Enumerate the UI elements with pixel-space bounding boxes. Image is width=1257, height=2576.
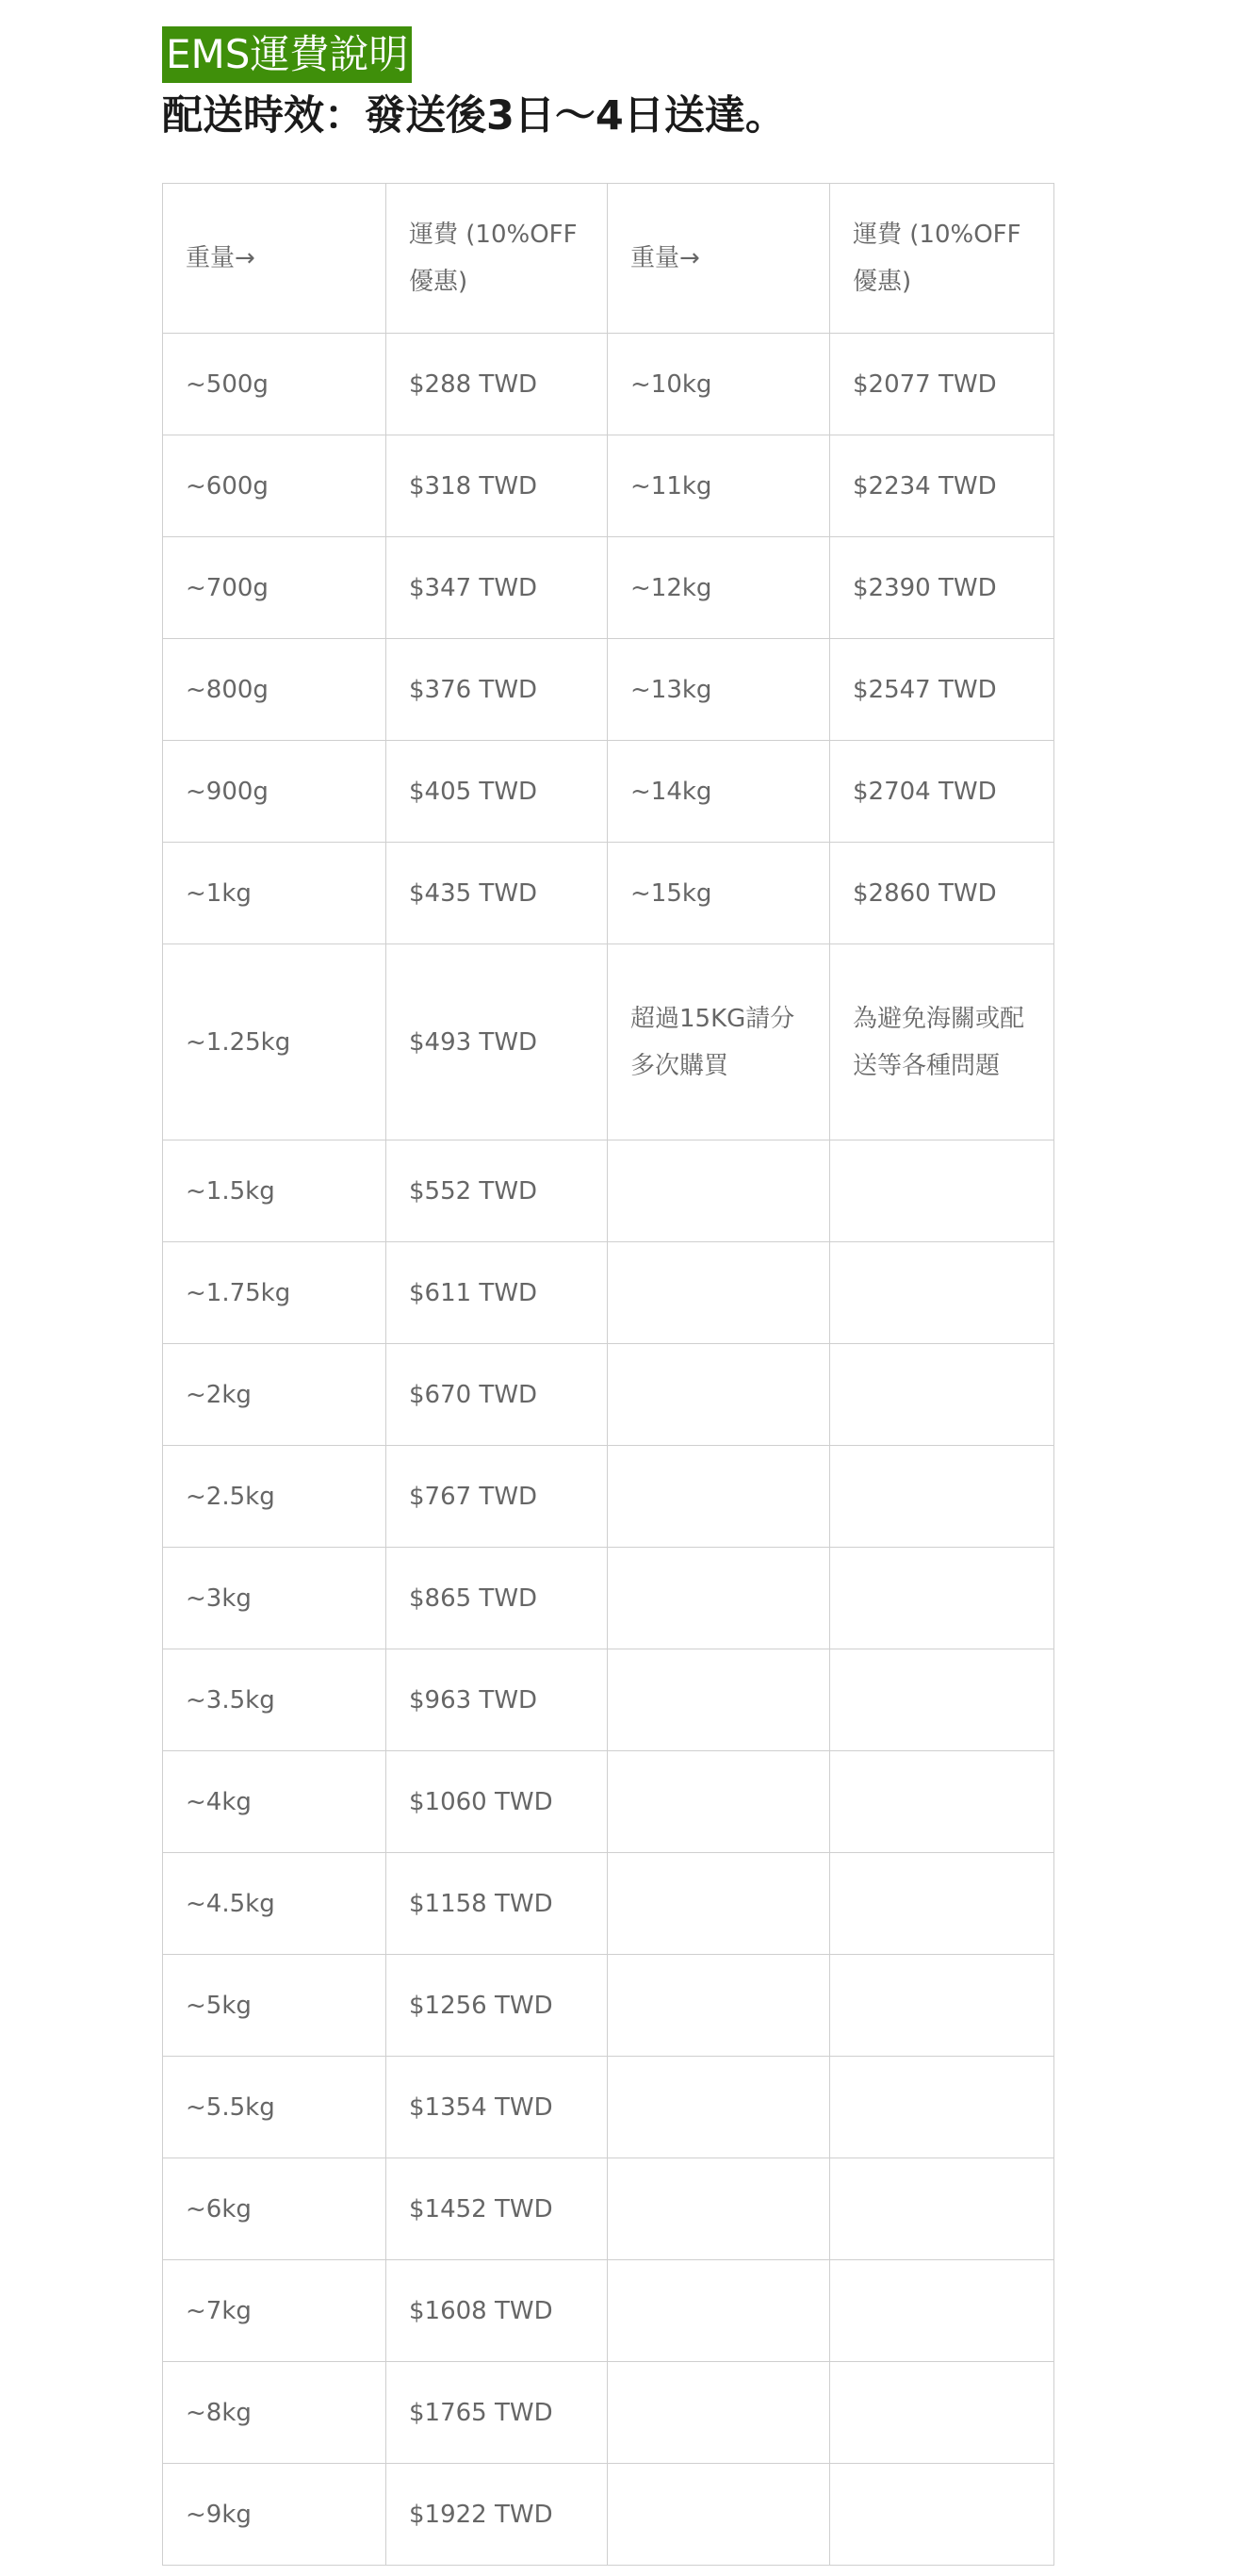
fee-cell: $865 TWD bbox=[386, 1548, 608, 1649]
fee-cell: $435 TWD bbox=[386, 843, 608, 944]
fee-cell: $1060 TWD bbox=[386, 1751, 608, 1853]
header-fee-left: 運費 (10%OFF優惠) bbox=[386, 184, 608, 334]
table-row bbox=[163, 435, 1054, 537]
weight-cell-right: ~12kg bbox=[608, 537, 830, 639]
weight-cell: ~600g bbox=[163, 435, 386, 537]
table-row bbox=[163, 1548, 1054, 1649]
weight-cell: ~800g bbox=[163, 639, 386, 741]
weight-cell-right: ~10kg bbox=[608, 334, 830, 435]
weight-cell: ~1.75kg bbox=[163, 1242, 386, 1344]
fee-cell: $405 TWD bbox=[386, 741, 608, 843]
fee-cell-right bbox=[830, 1140, 1054, 1242]
fee-cell-right bbox=[830, 1853, 1054, 1955]
fee-cell: $767 TWD bbox=[386, 1446, 608, 1548]
weight-cell-right bbox=[608, 1955, 830, 2057]
weight-cell-right: ~11kg bbox=[608, 435, 830, 537]
fee-cell-right bbox=[830, 1955, 1054, 2057]
weight-cell-right bbox=[608, 1751, 830, 1853]
table-row bbox=[163, 1344, 1054, 1446]
fee-cell-right: $2390 TWD bbox=[830, 537, 1054, 639]
fee-cell-right bbox=[830, 1751, 1054, 1853]
weight-cell-right bbox=[608, 1344, 830, 1446]
fee-cell-right: 為避免海關或配送等各種問題 bbox=[830, 944, 1054, 1140]
table-row bbox=[163, 1140, 1054, 1242]
weight-cell-right bbox=[608, 1140, 830, 1242]
fee-cell: $376 TWD bbox=[386, 639, 608, 741]
fee-cell: $493 TWD bbox=[386, 944, 608, 1140]
fee-cell-right bbox=[830, 1548, 1054, 1649]
fee-cell-right bbox=[830, 1344, 1054, 1446]
fee-cell-right: $2077 TWD bbox=[830, 334, 1054, 435]
table-row bbox=[163, 1649, 1054, 1751]
weight-cell-right bbox=[608, 2260, 830, 2362]
weight-cell-right: ~14kg bbox=[608, 741, 830, 843]
weight-cell: ~7kg bbox=[163, 2260, 386, 2362]
weight-cell: ~2.5kg bbox=[163, 1446, 386, 1548]
weight-cell: ~2kg bbox=[163, 1344, 386, 1446]
table-row bbox=[163, 1242, 1054, 1344]
table-row bbox=[163, 944, 1054, 1140]
weight-cell: ~6kg bbox=[163, 2158, 386, 2260]
fee-cell: $1608 TWD bbox=[386, 2260, 608, 2362]
header-fee-right: 運費 (10%OFF優惠) bbox=[830, 184, 1054, 334]
weight-cell: ~900g bbox=[163, 741, 386, 843]
fee-cell-right bbox=[830, 1242, 1054, 1344]
fee-cell-right bbox=[830, 2260, 1054, 2362]
table-row bbox=[163, 537, 1054, 639]
fee-cell: $288 TWD bbox=[386, 334, 608, 435]
weight-cell: ~9kg bbox=[163, 2464, 386, 2566]
page-title: EMS運費說明 bbox=[162, 26, 412, 83]
table-row bbox=[163, 334, 1054, 435]
weight-cell-right bbox=[608, 2057, 830, 2158]
weight-cell: ~3.5kg bbox=[163, 1649, 386, 1751]
weight-cell: ~1.25kg bbox=[163, 944, 386, 1140]
table-row bbox=[163, 2362, 1054, 2464]
weight-cell: ~700g bbox=[163, 537, 386, 639]
shipping-info-section bbox=[162, 26, 1057, 2529]
weight-cell-right: ~15kg bbox=[608, 843, 830, 944]
weight-cell: ~5kg bbox=[163, 1955, 386, 2057]
fee-cell: $552 TWD bbox=[386, 1140, 608, 1242]
fee-cell: $1158 TWD bbox=[386, 1853, 608, 1955]
weight-cell-right bbox=[608, 1548, 830, 1649]
fee-cell: $318 TWD bbox=[386, 435, 608, 537]
weight-cell-right: ~13kg bbox=[608, 639, 830, 741]
weight-cell: ~5.5kg bbox=[163, 2057, 386, 2158]
fee-cell: $670 TWD bbox=[386, 1344, 608, 1446]
fee-cell: $1452 TWD bbox=[386, 2158, 608, 2260]
weight-cell-right bbox=[608, 1853, 830, 1955]
fee-cell: $963 TWD bbox=[386, 1649, 608, 1751]
fee-cell-right bbox=[830, 2464, 1054, 2566]
shipping-rate-table-body bbox=[163, 184, 1054, 2566]
fee-cell: $347 TWD bbox=[386, 537, 608, 639]
delivery-time-text: 配送時效：發送後3日～4日送達。 bbox=[162, 92, 786, 139]
weight-cell-right: 超過15KG請分多次購買 bbox=[608, 944, 830, 1140]
fee-cell: $611 TWD bbox=[386, 1242, 608, 1344]
weight-cell-right bbox=[608, 2158, 830, 2260]
fee-cell-right: $2704 TWD bbox=[830, 741, 1054, 843]
weight-cell-right bbox=[608, 2362, 830, 2464]
weight-cell-right bbox=[608, 1649, 830, 1751]
table-row bbox=[163, 639, 1054, 741]
fee-cell-right bbox=[830, 1649, 1054, 1751]
weight-cell: ~3kg bbox=[163, 1548, 386, 1649]
shipping-rate-table bbox=[162, 183, 1054, 2566]
weight-cell: ~1kg bbox=[163, 843, 386, 944]
fee-cell-right: $2860 TWD bbox=[830, 843, 1054, 944]
table-row bbox=[163, 741, 1054, 843]
table-row bbox=[163, 2057, 1054, 2158]
table-header-row bbox=[163, 184, 1054, 334]
header-weight-left: 重量→ bbox=[163, 184, 386, 334]
table-row bbox=[163, 1751, 1054, 1853]
fee-cell: $1354 TWD bbox=[386, 2057, 608, 2158]
table-row bbox=[163, 1446, 1054, 1548]
weight-cell: ~1.5kg bbox=[163, 1140, 386, 1242]
fee-cell: $1256 TWD bbox=[386, 1955, 608, 2057]
fee-cell-right: $2234 TWD bbox=[830, 435, 1054, 537]
weight-cell-right bbox=[608, 1446, 830, 1548]
fee-cell-right: $2547 TWD bbox=[830, 639, 1054, 741]
weight-cell: ~500g bbox=[163, 334, 386, 435]
shipping-heading bbox=[162, 26, 1057, 141]
table-row bbox=[163, 843, 1054, 944]
table-row bbox=[163, 2464, 1054, 2566]
weight-cell-right bbox=[608, 1242, 830, 1344]
table-row bbox=[163, 2158, 1054, 2260]
weight-cell: ~4kg bbox=[163, 1751, 386, 1853]
fee-cell: $1765 TWD bbox=[386, 2362, 608, 2464]
fee-cell-right bbox=[830, 1446, 1054, 1548]
header-weight-right: 重量→ bbox=[608, 184, 830, 334]
table-row bbox=[163, 1955, 1054, 2057]
table-row bbox=[163, 2260, 1054, 2362]
weight-cell: ~4.5kg bbox=[163, 1853, 386, 1955]
fee-cell: $1922 TWD bbox=[386, 2464, 608, 2566]
weight-cell-right bbox=[608, 2464, 830, 2566]
fee-cell-right bbox=[830, 2057, 1054, 2158]
fee-cell-right bbox=[830, 2362, 1054, 2464]
table-row bbox=[163, 1853, 1054, 1955]
fee-cell-right bbox=[830, 2158, 1054, 2260]
weight-cell: ~8kg bbox=[163, 2362, 386, 2464]
